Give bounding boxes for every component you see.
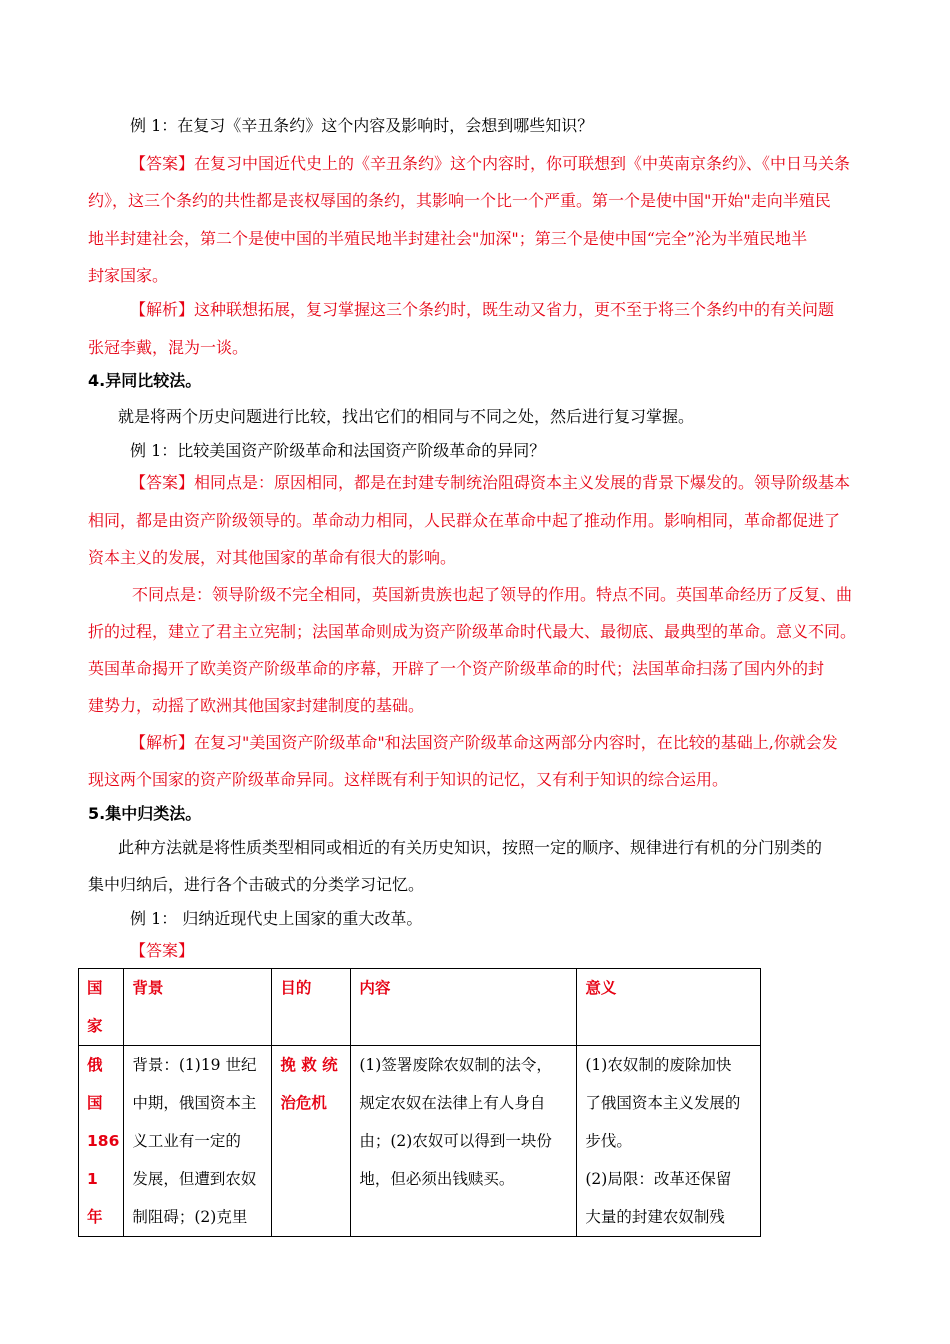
answer-line: 地半封建社会，第二个是使中国的半殖民地半封建社会"加深"；第三个是使中国“完全”沦为半殖民地半: [88, 229, 808, 248]
cell-country: 俄 国 186 1 年: [79, 1046, 124, 1237]
answer-line: 资本主义的发展，对其他国家的革命有很大的影响。: [88, 548, 457, 567]
cell-background: 背景：(1)19 世纪 中期，俄国资本主 义工业有一定的 发展，但遭到农奴 制阻碍；(2)克里: [124, 1046, 272, 1237]
header-country: 国 家: [79, 969, 124, 1046]
analysis-line: 现这两个国家的资产阶级革命异同。这样既有利于知识的记忆，又有利于知识的综合运用。: [88, 770, 729, 789]
cell-purpose: 挽 救 统 治危机: [272, 1046, 351, 1237]
section-intro: 就是将两个历史问题进行比较，找出它们的相同与不同之处，然后进行复习掌握。: [118, 407, 695, 426]
header-background: 背景: [124, 969, 272, 1046]
section-intro: 集中归纳后，进行各个击破式的分类学习记忆。: [88, 875, 425, 894]
cell-significance: (1)农奴制的废除加快 了俄国资本主义发展的 步伐。 (2)局限：改革还保留 大量的封建农奴制残: [577, 1046, 761, 1237]
difference-line: 建势力，动摇了欧洲其他国家封建制度的基础。: [88, 696, 425, 715]
example-question: 例 1： 归纳近现代史上国家的重大改革。: [130, 909, 423, 928]
analysis-line: 【解析】这种联想拓展，复习掌握这三个条约时，既生动又省力，更不至于将三个条约中的有关问题: [130, 300, 835, 319]
header-significance: 意义: [577, 969, 761, 1046]
header-purpose: 目的: [272, 969, 351, 1046]
analysis-line: 【解析】在复习"美国资产阶级革命"和法国资产阶级革命这两部分内容时，在比较的基础上,你就会发: [130, 733, 838, 752]
difference-line: 英国革命揭开了欧美资产阶级革命的序幕，开辟了一个资产阶级革命的时代；法国革命扫荡了国内外的封: [88, 659, 825, 678]
cell-content: (1)签署废除农奴制的法令， 规定农奴在法律上有人身自 由；(2)农奴可以得到一块份 地，但必须出钱赎买。: [351, 1046, 577, 1237]
example-question: 例 1：比较美国资产阶级革命和法国资产阶级革命的异同？: [130, 441, 546, 460]
example-question: 例 1：在复习《辛丑条约》这个内容及影响时，会想到哪些知识？: [130, 116, 594, 135]
answer-line: 【答案】在复习中国近代史上的《辛丑条约》这个内容时，你可联想到《中英南京条约》、《中日马关条: [130, 154, 851, 173]
answer-line: 相同，都是由资产阶级领导的。革命动力相同，人民群众在革命中起了推动作用。影响相同，革命都促进了: [88, 511, 841, 530]
table-header-row: [79, 969, 761, 1046]
reform-table: [78, 968, 761, 1237]
answer-line: 【答案】相同点是：原因相同，都是在封建专制统治阻碍资本主义发展的背景下爆发的。领导阶级基本: [130, 473, 851, 492]
section-intro: 此种方法就是将性质类型相同或相近的有关历史知识，按照一定的顺序、规律进行有机的分门别类的: [118, 838, 823, 857]
difference-line: 折的过程，建立了君主立宪制；法国革命则成为资产阶级革命时代最大、最彻底、最典型的革命。意义不同。: [88, 622, 857, 641]
section-heading: 5.集中归类法。: [88, 804, 202, 823]
header-content: 内容: [351, 969, 577, 1046]
section-heading: 4.异同比较法。: [88, 371, 202, 390]
analysis-line: 张冠李戴，混为一谈。: [88, 338, 249, 357]
answer-line: 封家国家。: [88, 266, 169, 285]
answer-label: 【答案】: [130, 941, 195, 960]
table-row: [79, 1046, 761, 1237]
difference-line: 不同点是：领导阶级不完全相同，英国新贵族也起了领导的作用。特点不同。英国革命经历了反复、曲: [132, 585, 853, 604]
answer-line: 约》，这三个条约的共性都是丧权辱国的条约，其影响一个比一个严重。第一个是使中国"开始"走向半殖民: [88, 191, 831, 210]
